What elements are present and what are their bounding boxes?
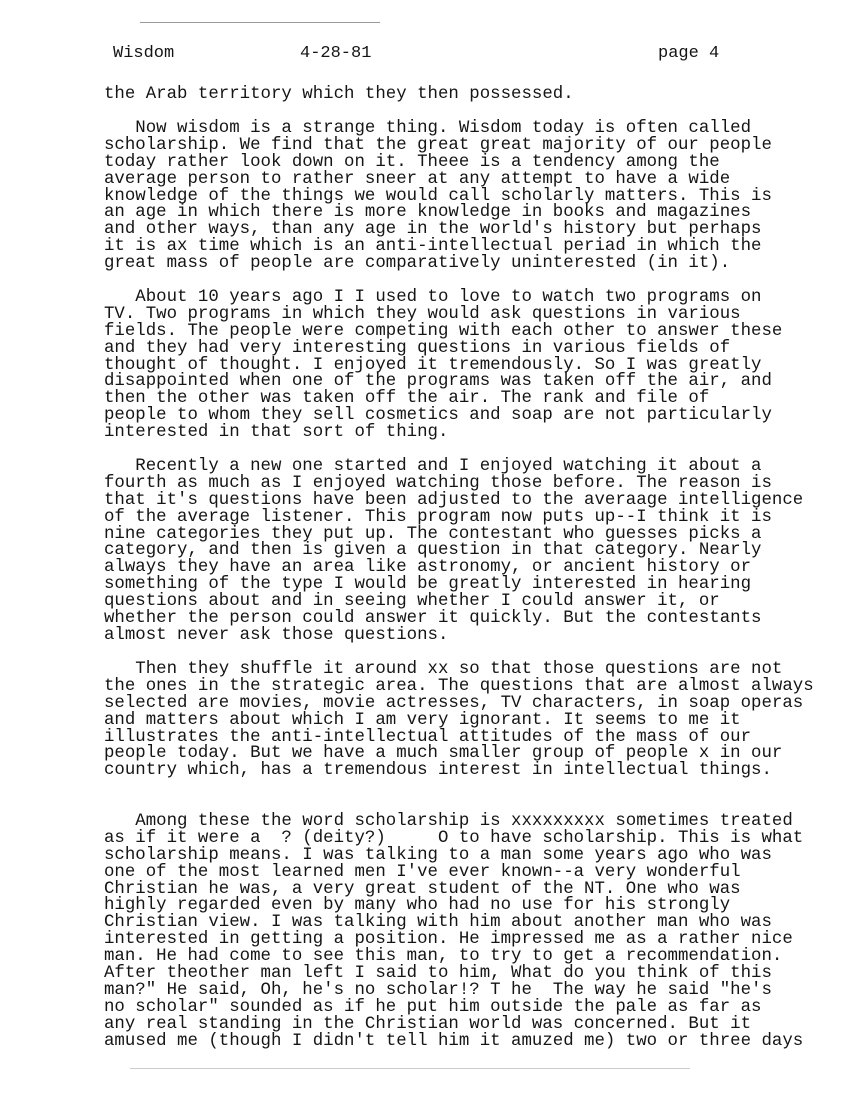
text-line: the ones in the strategic area. The questions that are almost always [104,676,814,696]
text-line: Christian view. I was talking with him about another man who was [104,913,772,933]
text-line: no scholar" sounded as if he put him outside the pale as far as [104,997,762,1017]
text-line: then the other was taken off the air. The rank and file of [104,389,710,409]
text-line: disappointed when one of the programs was taken off the air, and [104,372,772,392]
header-title: Wisdom [113,44,175,63]
text-line: fourth as much as I enjoyed watching those before. The reason is [104,473,772,493]
text-line: of the average listener. This program now puts up--I think it is [104,507,772,527]
text-line: nine categories they put up. The contestant who guesses picks a [104,524,762,544]
paragraph [104,459,803,645]
text-line: interested in getting a position. He impressed me as a rather nice [104,930,793,950]
text-line: always they have an area like astronomy, or ancient history or [104,558,752,578]
text-line: an age in which there is more knowledge in books and magazines [104,203,752,223]
text-line: Now wisdom is a strange thing. Wisdom today is often called [104,119,752,138]
text-line: After theother man left I said to him, What do you think of this [104,964,772,984]
text-line: questions about and in seeing whether I could answer it, or [104,592,720,612]
text-line: fields. The people were competing with each other to answer these [104,321,783,341]
text-line: that it's questions have been adjusted to the averaage intelligence [104,490,804,510]
header-page-number: page 4 [658,44,720,63]
text-line: country which, has a tremendous interest in intellectual things. [104,761,772,781]
text-line: any real standing in the Christian world was concerned. But it [104,1014,752,1034]
text-line: almost never ask those questions. [104,625,449,645]
text-line: Christian he was, a very great student of the NT. One who was [104,879,741,899]
text-line: people today. But we have a much smaller group of people x in our [104,744,783,764]
text-line: amused me (though I didn't tell him it amuzed me) two or three days [104,1031,804,1051]
text-line: man?" He said, Oh, he's no scholar!? T he The way he said "he's [104,980,772,1000]
scan-artifact [130,1068,690,1069]
text-line: scholarship. We find that the great great majority of our people [104,135,772,155]
paragraph [104,662,814,780]
text-line: knowledge of the things we would call scholarly matters. This is [104,186,772,206]
paragraph [104,814,803,1050]
text-line: whether the person could answer it quickly. But the contestants [104,609,762,629]
paragraph [104,290,782,442]
text-line: selected are movies, movie actresses, TV characters, in soap operas [104,693,804,713]
header-date: 4-28-81 [300,44,372,63]
text-line: Then they shuffle it around xx so that those questions are not [104,660,783,679]
text-line: highly regarded even by many who had no use for his strongly [104,896,731,916]
text-line: scholarship means. I was talking to a man some years ago who was [104,845,772,865]
text-line: Recently a new one started and I enjoyed watching it about a [104,457,762,476]
text-line: thought of thought. I enjoyed it tremendously. So I was greatly [104,355,762,375]
text-line: and they had very interesting questions in various fields of [104,338,731,358]
text-line: the Arab territory which they then possessed. [104,85,574,104]
text-line: Among these the word scholarship is xxxxxxxxx sometimes treated [104,812,793,831]
text-line: one of the most learned men I've ever known--a very wonderful [104,862,741,882]
text-line: About 10 years ago I I used to love to watch two programs on [104,288,762,307]
text-line: it is ax time which is an anti-intellectual periad in which the [104,237,762,257]
paragraph [104,87,574,104]
text-line: illustrates the anti-intellectual attitudes of the mass of our [104,727,752,747]
text-line: great mass of people are comparatively uninterested (in it). [104,254,731,274]
text-line: category, and then is given a question in that category. Nearly [104,541,762,561]
paragraph [104,121,772,273]
text-line: average person to rather sneer at any attempt to have a wide [104,169,731,189]
text-line: man. He had come to see this man, to try to get a recommendation. [104,947,783,967]
text-line: people to whom they sell cosmetics and soap are not particularly [104,406,772,426]
text-line: today rather look down on it. Theee is a tendency among the [104,152,720,172]
text-line: TV. Two programs in which they would ask questions in various [104,304,741,324]
text-line: something of the type I would be greatly interested in hearing [104,575,752,595]
text-line: interested in that sort of thing. [104,423,449,443]
text-line: as if it were a ? (deity?) O to have scholarship. This is what [104,828,804,848]
scan-artifact [140,22,380,23]
text-line: and other ways, than any age in the world's history but perhaps [104,220,762,240]
text-line: and matters about which I am very ignorant. It seems to me it [104,710,741,730]
